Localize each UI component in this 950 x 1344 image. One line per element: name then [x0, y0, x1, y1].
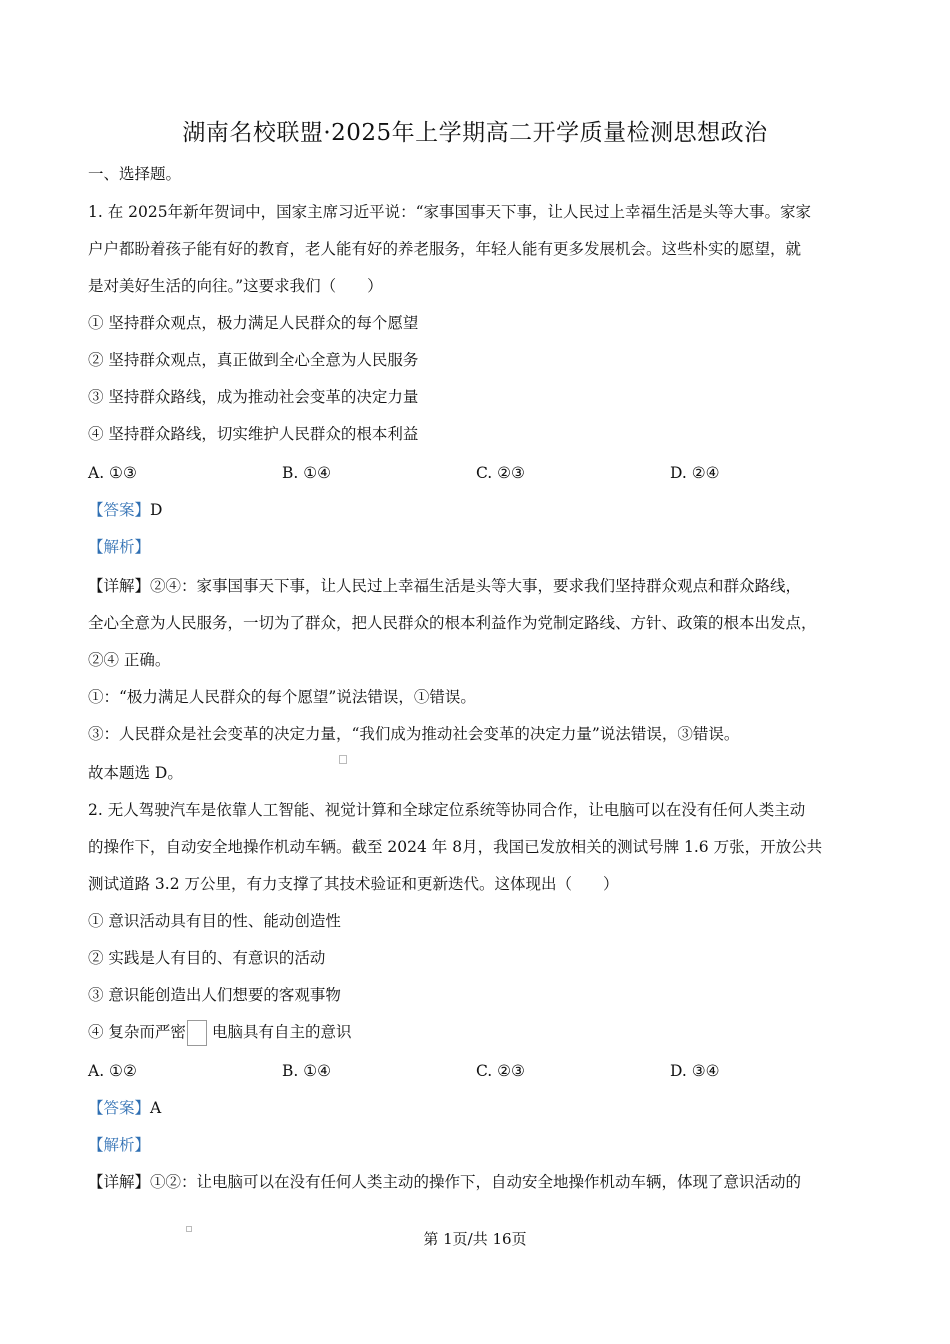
q2-option-d: D. ③④: [670, 1062, 720, 1080]
q1-option-c: C. ②③: [476, 464, 525, 482]
q1-conclusion: 故本题选 D。: [88, 764, 183, 782]
q2-answer-value: A: [150, 1099, 162, 1117]
q2-stem-line3: 测试道路 3.2 万公里，有力支撑了其技术验证和更新迭代。这体现出（ ）: [88, 875, 619, 893]
q2-item-4-part-b: 电脑具有自主的意识: [211, 1023, 352, 1041]
q2-item-1: ① 意识活动具有目的性、能动创造性: [88, 912, 341, 930]
q1-answer: [88, 500, 162, 520]
scan-artifact-mark: [339, 755, 347, 764]
document-title: 湖南名校联盟·2025年上学期高二开学质量检测思想政治: [182, 120, 768, 146]
q1-point-3: ③：人民群众是社会变革的决定力量，“我们成为推动社会变革的决定力量”说法错误，③错误。: [88, 725, 740, 743]
q1-detail-line1: [88, 576, 801, 596]
q2-detail-line1: [88, 1172, 801, 1192]
q2-item-4: [88, 1022, 351, 1042]
q1-option-a: A. ①③: [88, 464, 137, 482]
q1-item-1: ① 坚持群众观点，极力满足人民群众的每个愿望: [88, 314, 419, 332]
q2-stem-line1: 2. 无人驾驶汽车是依靠人工智能、视觉计算和全球定位系统等协同合作，让电脑可以在没有任何人类主动: [88, 801, 806, 819]
q1-detail-line3: ②④ 正确。: [88, 651, 171, 669]
q1-stem-line2: 户户都盼着孩子能有好的教育，老人能有好的养老服务，年轻人能有更多发展机会。这些朴实的愿望，就: [88, 240, 802, 258]
q1-item-4: ④ 坚持群众路线，切实维护人民群众的根本利益: [88, 425, 419, 443]
q1-answer-value: D: [150, 501, 163, 519]
q2-item-3: ③ 意识能创造出人们想要的客观事物: [88, 986, 341, 1004]
section-heading: 一、选择题。: [88, 165, 182, 183]
q1-stem-line3: 是对美好生活的向往。”这要求我们（ ）: [88, 277, 383, 295]
page-footer: 第 1页/共 16页: [423, 1230, 527, 1248]
q2-answer-tag: 【答案】: [88, 1099, 151, 1117]
q2-item-2: ② 实践是人有目的、有意识的活动: [88, 949, 326, 967]
q1-option-d: D. ②④: [670, 464, 720, 482]
q2-analysis-tag: 【解析】: [88, 1136, 151, 1154]
q2-option-c: C. ②③: [476, 1062, 525, 1080]
q1-analysis-tag: 【解析】: [88, 538, 151, 556]
q2-answer: [88, 1098, 161, 1118]
q2-stem-line2: 的操作下，自动安全地操作机动车辆。截至 2024 年 8月，我国已发放相关的测试号牌 1.6 万张，开放公共: [88, 838, 823, 856]
q2-option-a: A. ①②: [88, 1062, 137, 1080]
missing-glyph-box: [187, 1020, 207, 1046]
q1-detail-text1: ②④：家事国事天下事，让人民过上幸福生活是头等大事，要求我们坚持群众观点和群众路线，: [150, 577, 802, 595]
q1-item-3: ③ 坚持群众路线，成为推动社会变革的决定力量: [88, 388, 419, 406]
q1-stem-line1: 1. 在 2025年新年贺词中，国家主席习近平说：“家事国事天下事，让人民过上幸福生活是头等大事。家家: [88, 203, 812, 221]
q1-answer-tag: 【答案】: [88, 501, 151, 519]
q1-point-1: ①：“极力满足人民群众的每个愿望”说法错误，①错误。: [88, 688, 476, 706]
q2-detail-text1: ①②：让电脑可以在没有任何人类主动的操作下，自动安全地操作机动车辆，体现了意识活动的: [150, 1173, 802, 1191]
q2-item-4-part-a: ④ 复杂而严密: [88, 1023, 186, 1041]
q2-detail-tag: 【详解】: [88, 1173, 151, 1191]
q2-option-b: B. ①④: [282, 1062, 332, 1080]
q1-detail-tag: 【详解】: [88, 577, 151, 595]
q1-option-b: B. ①④: [282, 464, 332, 482]
q1-item-2: ② 坚持群众观点，真正做到全心全意为人民服务: [88, 351, 419, 369]
q1-detail-line2: 全心全意为人民服务，一切为了群众，把人民群众的根本利益作为党制定路线、方针、政策的根本出发点，: [88, 614, 817, 632]
